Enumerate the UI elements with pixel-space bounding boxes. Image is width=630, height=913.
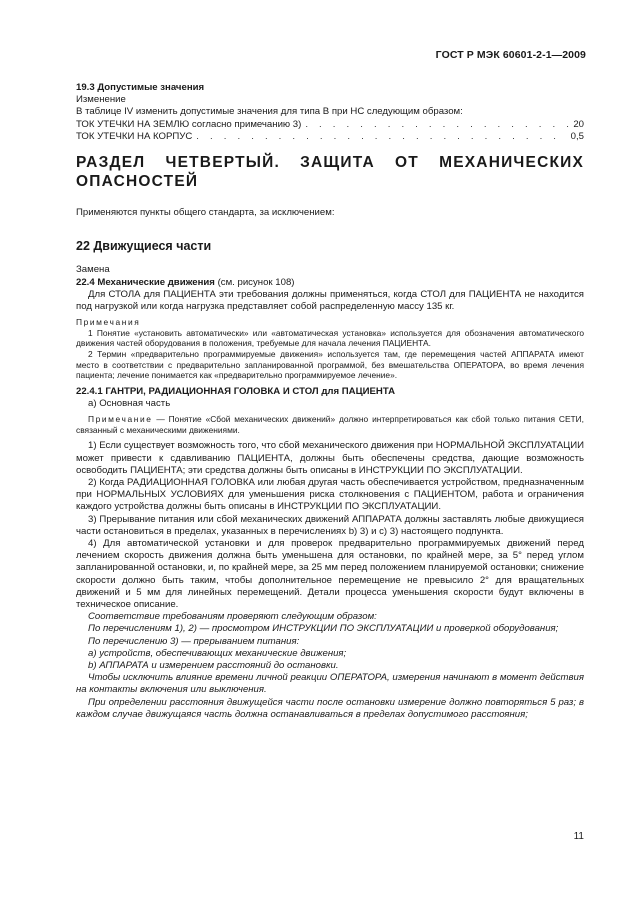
- compliance-items-1-2: По перечислениям 1), 2) — просмотром ИНСТРУКЦИИ ПО ЭКСПЛУАТАЦИИ и проверкой оборудования;: [88, 623, 559, 635]
- compliance-intro: Соответствие требованиям проверяют следующим образом:: [88, 611, 377, 623]
- replace-label: Замена: [76, 264, 110, 276]
- standard-header: ГОСТ Р МЭК 60601-2-1—2009: [435, 49, 586, 61]
- section-22-4-heading: [76, 277, 584, 289]
- note-label: Примечание: [88, 414, 153, 425]
- item-3: 3) Прерывание питания или сбой механических движений АППАРАТА должны заставлять любые движущиеся части остановиться в пределах, указанных в перечислениях b) 3) и c) 3) настоящего подпункта.: [76, 513, 584, 537]
- compliance-a: а) устройств, обеспечивающих механические движения;: [88, 647, 347, 659]
- compliance-b: b) АППАРАТА и измерением расстояний до остановки.: [88, 660, 339, 672]
- item-4: 4) Для автоматической установки и для проверок предварительно программируемых движений перед лечением скорость движения должна быть уменьшена для остановки, по крайней мере, за 5° перед углом запланированной остановки, и, по крайней мере, за 25 мм перед положением планируемой остановки; снижение скорости должно быть таким, чтобы дополнительное перемещение не превысило 2° для вращательных движений и 5 мм для линейных перемещений. Детали процесса уменьшения скорости будут включены в техническое описание.: [76, 538, 584, 611]
- leakage-row-value: 0,5: [570, 130, 584, 142]
- leakage-row-value: 20: [573, 118, 584, 130]
- section-22-4-title: 22.4 Механические движения: [76, 276, 215, 288]
- page-content: [76, 82, 584, 721]
- section-22-title: 22 Движущиеся части: [76, 239, 212, 254]
- change-label: Изменение: [76, 94, 126, 106]
- notes-label: Примечания: [76, 317, 141, 328]
- section-19-3-title: 19.3 Допустимые значения: [76, 82, 205, 93]
- leakage-row-earth: [76, 119, 584, 131]
- section-four-title: РАЗДЕЛ ЧЕТВЕРТЫЙ. ЗАЩИТА ОТ МЕХАНИЧЕСКИХ ОПАСНОСТЕЙ: [76, 154, 584, 191]
- leakage-row-label: ТОК УТЕЧКИ НА КОРПУС: [76, 130, 193, 142]
- section-four-apply-text: Применяются пункты общего стандарта, за исключением:: [76, 207, 335, 219]
- leakage-row-enclosure: [76, 131, 584, 143]
- note-2: 2 Термин «предварительно программируемые движения» используется там, где перемещения частей АППАРАТА имеют место в соответствии с предварительно запланированной программой, без вмешательства ОПЕРАТОРА, во время лечения пациента; лечение понимается как «предварительно программируемое лечение».: [76, 349, 584, 381]
- section-22-4-1-title: 22.4.1 ГАНТРИ, РАДИАЦИОННАЯ ГОЛОВКА И СТОЛ для ПАЦИЕНТА: [76, 385, 396, 397]
- compliance-distance: При определении расстояния движущейся части после остановки измерение должно повторяться 5 раз; в каждом случае движущаяся часть должна останавливаться в пределах допустимого расстояния;: [76, 696, 584, 720]
- section-22-4-figure-ref: (см. рисунок 108): [214, 276, 295, 288]
- section-22-4-text: Для СТОЛА для ПАЦИЕНТА эти требования должны применяться, когда СТОЛ для ПАЦИЕНТА не находится под нагрузкой или когда нагрузка представляет собой распределенную массу 135 кг.: [76, 288, 584, 313]
- note-1: 1 Понятие «установить автоматически» или «автоматическая установка» используется для обозначения автоматического движения частей оборудования в положения, требуемые для начала лечения ПАЦИЕНТА.: [76, 327, 584, 349]
- compliance-item-3: По перечислению 3) — прерыванием питания:: [88, 635, 300, 647]
- item-2: 2) Когда РАДИАЦИОННАЯ ГОЛОВКА или любая другая часть обеспечивается устройством, предназначенным при НОРМАЛЬНЫХ УСЛОВИЯХ для уменьшения риска столкновения с ПАЦИЕНТОМ, работа и ограничения каждого устройства должны быть описаны в ИНСТРУКЦИИ ПО ЭКСПЛУАТАЦИИ.: [76, 477, 584, 513]
- page-number: 11: [573, 831, 584, 842]
- note-text: — Понятие «Сбой механических движений» должно интерпретироваться как сбой только питания СЕТИ, связанный с механическими движениями.: [76, 414, 584, 435]
- table-change-intro: В таблице IV изменить допустимые значения для типа B при НС следующим образом:: [76, 106, 463, 118]
- compliance-reaction-time: Чтобы исключить влияние времени личной реакции ОПЕРАТОРА, измерения начинают в момент действия на контакты включения или выключения.: [76, 672, 584, 696]
- leakage-row-label: ТОК УТЕЧКИ НА ЗЕМЛЮ согласно примечанию 3): [76, 118, 302, 130]
- item-1: 1) Если существует возможность того, что сбой механического движения при НОРМАЛЬНОЙ ЭКСПЛУАТАЦИИ может привести к сдавливанию ПАЦИЕНТА, должны быть обеспечены средства, дающие возможность освободить ПАЦИЕНТА; эти средства должны быть описаны в ИНСТРУКЦИИ ПО ЭКСПЛУАТАЦИИ.: [76, 440, 584, 476]
- sub-a-basic-part: а) Основная часть: [88, 398, 171, 409]
- note-mechanical-failure: [76, 414, 584, 435]
